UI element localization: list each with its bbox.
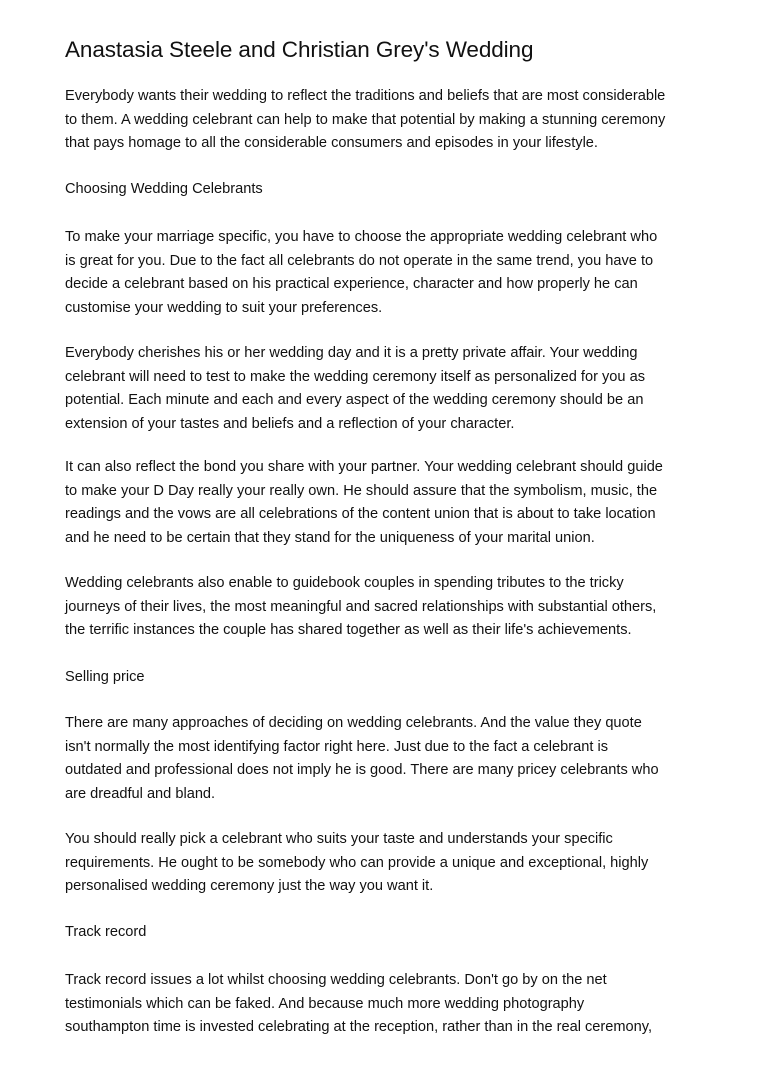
paragraph-choosing-3: [65, 456, 663, 550]
text-line: personalised wedding ceremony just the way you want it.: [65, 878, 434, 894]
paragraph-price-1: [65, 712, 659, 806]
text-line: testimonials which can be faked. And because much more wedding photography: [65, 995, 585, 1012]
text-line: There are many approaches of deciding on wedding celebrants. And the value they quote: [65, 715, 642, 731]
text-line: are dreadful and bland.: [65, 785, 216, 802]
section-heading-price: [65, 666, 145, 690]
paragraph-price-2: [65, 828, 648, 899]
text-line: to them. A wedding celebrant can help to make that potential by making a stunning ceremony: [65, 111, 666, 128]
text-line: Track record issues a lot whilst choosing wedding celebrants. Don't go by on the net: [65, 972, 607, 988]
paragraph-intro: [65, 85, 665, 156]
paragraph-choosing-2: [65, 342, 645, 436]
text-line: the terrific instances the couple has shared together as well as their life's achievements.: [65, 622, 632, 638]
text-line: journeys of their lives, the most meaningful and sacred relationships with substantial others,: [65, 598, 657, 615]
text-line: Everybody wants their wedding to reflect the traditions and beliefs that are most considerable: [65, 88, 666, 104]
text-line: Wedding celebrants also enable to guidebook couples in spending tributes to the tricky: [65, 575, 624, 591]
text-line: celebrant will need to test to make the wedding ceremony itself as personalized for you as: [65, 368, 646, 385]
text-line: To make your marriage specific, you have to choose the appropriate wedding celebrant who: [65, 229, 658, 245]
text-line: You should really pick a celebrant who suits your taste and understands your specific: [65, 831, 613, 847]
text-line: potential. Each minute and each and every aspect of the wedding ceremony should be an: [65, 392, 644, 408]
section-heading-choosing: [65, 178, 263, 202]
text-line: It can also reflect the bond you share with your partner. Your wedding celebrant should guide: [65, 459, 663, 475]
text-line: is great for you. Due to the fact all celebrants do not operate in the same trend, you have to: [65, 252, 654, 269]
text-line: requirements. He ought to be somebody who can provide a unique and exceptional, highly: [65, 854, 649, 871]
section-heading-track-record: [65, 921, 146, 945]
paragraph-choosing-4: [65, 572, 656, 643]
text-line: readings and the vows are all celebrations of the content union that is about to take location: [65, 506, 656, 522]
text-line: and he need to be certain that they stand for the uniqueness of your marital union.: [65, 529, 595, 546]
text-line: decide a celebrant based on his practical experience, character and how properly he can: [65, 276, 638, 292]
text-line: extension of your tastes and beliefs and a reflection of your character.: [65, 415, 515, 432]
page-title: Anastasia Steele and Christian Grey's Wedding: [65, 37, 534, 62]
text-line: isn't normally the most identifying factor right here. Just due to the fact a celebrant is: [65, 738, 609, 755]
text-line: southampton time is invested celebrating at the reception, rather than in the real ceremony,: [65, 1019, 653, 1035]
section-heading: Selling price: [65, 669, 145, 685]
text-line: outdated and professional does not imply he is good. There are many pricey celebrants who: [65, 762, 659, 778]
section-heading: Choosing Wedding Celebrants: [65, 181, 263, 197]
text-line: Everybody cherishes his or her wedding day and it is a pretty private affair. Your wedding: [65, 345, 638, 361]
paragraph-choosing-1: [65, 226, 657, 320]
text-line: that pays homage to all the considerable consumers and episodes in your lifestyle.: [65, 135, 598, 151]
paragraph-track-record-1: [65, 969, 652, 1040]
section-heading: Track record: [65, 924, 147, 940]
text-line: customise your wedding to suit your preferences.: [65, 299, 383, 316]
text-line: to make your D Day really your really own. He should assure that the symbolism, music, the: [65, 482, 658, 499]
